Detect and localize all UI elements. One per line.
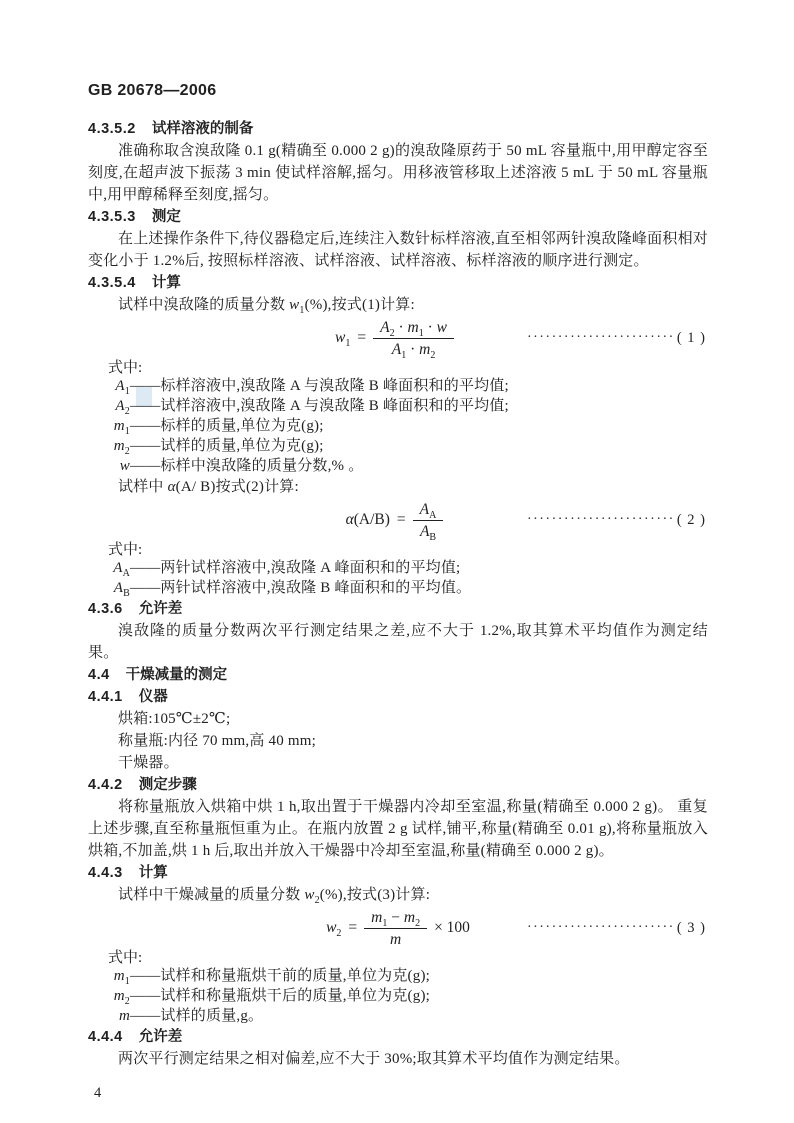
variable-symbol: $m_2$ — [113, 988, 130, 1007]
where-label-2: 式中: — [108, 542, 143, 558]
clause-heading-4-4 — [88, 664, 708, 686]
where-label-1: 式中: — [108, 360, 143, 376]
leader-dots: ························ — [526, 512, 675, 527]
fraction — [364, 909, 427, 948]
variable-definition — [88, 416, 708, 436]
standard-number: GB 20678—2006 — [88, 82, 217, 99]
clause-title: 允许差 — [138, 1029, 183, 1045]
calculation-intro-3: 试样中干燥减量的质量分数 $w_2(\%)$,按式(3)计算: — [118, 887, 431, 906]
fraction-numerator: $A_A$ — [413, 501, 444, 521]
clause-number: 4.4.4 — [88, 1029, 123, 1045]
equation-number: ( 2 ) — [676, 512, 706, 528]
paragraph-tolerance-2: 两次平行测定结果之相对偏差,应不大于 30%;取其算术平均值作为测定结果。 — [118, 1051, 630, 1067]
variable-description: ——试样和称量瓶烘干前的质量,单位为克(g); — [130, 968, 431, 984]
clause-heading-4-3-5-3 — [88, 206, 708, 228]
equation-lhs: $w_2$ — [326, 919, 342, 940]
equipment-item: 干燥器。 — [118, 755, 179, 771]
variable-definition — [88, 578, 708, 598]
variable-symbol: $m_2$ — [113, 438, 130, 457]
equation-1-body — [335, 318, 461, 361]
variable-symbol: $m_1$ — [113, 418, 130, 437]
variable-definition — [88, 436, 708, 456]
variable-symbol: $A_2$ — [115, 398, 130, 417]
clause-number: 4.3.5.4 — [88, 275, 136, 291]
variable-symbol: m — [118, 1008, 130, 1024]
clause-heading-4-3-5-2 — [88, 118, 708, 140]
clause-title: 计算 — [138, 865, 168, 881]
variable-definition — [88, 456, 708, 476]
calculation-intro-2: 试样中 α(A/ B)按式(2)计算: — [118, 479, 299, 495]
equation-leader — [527, 917, 706, 939]
leader-dots: ························ — [526, 330, 675, 345]
clause-number: 4.4.3 — [88, 865, 123, 881]
equation-2 — [88, 498, 708, 542]
clause-number: 4.4 — [88, 667, 110, 683]
variable-description: ——试样和称量瓶烘干后的质量,单位为克(g); — [130, 988, 431, 1004]
clause-title: 允许差 — [138, 601, 183, 617]
variable-description: ——标样的质量,单位为克(g); — [130, 418, 324, 434]
clause-number: 4.4.2 — [88, 777, 123, 793]
variable-description: ——试样的质量,单位为克(g); — [130, 438, 324, 454]
clause-heading-4-3-5-4 — [88, 272, 708, 294]
clause-number: 4.3.5.3 — [88, 209, 136, 225]
variable-definition — [88, 376, 708, 396]
clause-heading-4-4-3 — [88, 862, 708, 884]
variable-definition — [88, 1006, 708, 1026]
clause-heading-4-4-2 — [88, 774, 708, 796]
equipment-item: 烘箱:105℃±2℃; — [118, 711, 231, 727]
equation-3-body — [326, 909, 470, 948]
clause-heading-4-4-1 — [88, 686, 708, 708]
equation-lhs: $w_1$ — [335, 329, 351, 350]
equation-leader — [527, 509, 706, 531]
equals-sign: = — [348, 919, 358, 936]
clause-number: 4.3.5.2 — [88, 121, 136, 137]
equation-number: ( 3 ) — [676, 920, 706, 936]
fraction — [373, 318, 454, 361]
paragraph-sample-solution: 准确称取含溴敌隆 0.1 g(精确至 0.000 2 g)的溴敌隆原药于 50 mL 容量瓶中,用甲醇定容至刻度,在超声波下振荡 3 min 使试样溶解,摇匀。用移液管移取上述溶液 5 mL 于 50 mL 容量瓶中,用甲醇稀释至刻度,摇匀。 — [88, 143, 708, 203]
variable-symbol: w — [119, 458, 130, 474]
paragraph-tolerance-1: 溴敌隆的质量分数两次平行测定结果之差,应不大于 1.2%,取其算术平均值作为测定结果。 — [88, 623, 708, 661]
variable-description: ——标样溶液中,溴敌隆 A 与溴敌隆 B 峰面积和的平均值; — [130, 378, 509, 394]
equation-1 — [88, 316, 708, 360]
variable-symbol: $A_B$ — [113, 580, 130, 599]
fraction-numerator: $m_1 - m_2$ — [364, 909, 427, 929]
equation-leader — [527, 327, 706, 349]
fraction-denominator: m — [390, 930, 402, 948]
clause-title: 计算 — [151, 275, 181, 291]
variable-description: ——标样中溴敌隆的质量分数,% 。 — [130, 458, 364, 474]
clause-number: 4.3.6 — [88, 601, 123, 617]
equals-sign: = — [396, 511, 406, 528]
clause-title: 试样溶液的制备 — [151, 121, 254, 137]
variable-description: ——试样的质量,g。 — [130, 1008, 264, 1024]
fraction-denominator: $A_B$ — [419, 522, 437, 543]
calculation-intro-1: 试样中溴敌隆的质量分数 $w_1(\%)$,按式(1)计算: — [118, 297, 415, 316]
variable-symbol: $A_A$ — [113, 560, 130, 579]
document-page — [88, 80, 708, 1104]
equation-2-body — [345, 500, 451, 543]
equipment-item: 称量瓶:内径 70 mm,高 40 mm; — [118, 733, 316, 749]
leader-dots: ························ — [526, 920, 675, 935]
paragraph-determination: 在上述操作条件下,待仪器稳定后,连续注入数针标样溶液,直至相邻两针溴敌隆峰面积相对变化小于 1.2%后, 按照标样溶液、试样溶液、试样溶液、标样溶液的顺序进行测定。 — [88, 231, 708, 269]
variable-description: ——试样溶液中,溴敌隆 A 与溴敌隆 B 峰面积和的平均值; — [130, 398, 509, 414]
variable-description: ——两针试样溶液中,溴敌隆 A 峰面积和的平均值; — [130, 560, 461, 576]
variable-symbol: $A_1$ — [115, 378, 130, 397]
clause-number: 4.4.1 — [88, 689, 123, 705]
clause-heading-4-4-4 — [88, 1026, 708, 1048]
variable-description: ——两针试样溶液中,溴敌隆 B 峰面积和的平均值。 — [130, 580, 472, 596]
equals-sign: = — [357, 329, 367, 346]
clause-title: 测定步骤 — [138, 777, 197, 793]
equation-suffix: × 100 — [434, 919, 470, 936]
fraction-denominator: $A_1 \cdot m_2$ — [391, 340, 436, 361]
variable-definition — [88, 558, 708, 578]
equation-3 — [88, 906, 708, 950]
clause-title: 仪器 — [138, 689, 168, 705]
clause-title: 干燥减量的测定 — [125, 667, 228, 683]
equation-number: ( 1 ) — [676, 330, 706, 346]
equation-lhs: α(A/B) — [345, 511, 390, 528]
fraction-numerator: $A_2 \cdot m_1 \cdot w$ — [373, 319, 454, 339]
paragraph-procedure: 将称量瓶放入烘箱中烘 1 h,取出置于干燥器内冷却至室温,称量(精确至 0.000 2 g)。 重复上述步骤,直至称量瓶恒重为止。在瓶内放置 2 g 试样,铺平,称量(精确至 0.01 g),将称量瓶放入烘箱,不加盖,烘 1 h 后,取出并放入干燥器中冷却至室温,称量(精确至 0.000 2 g)。 — [88, 799, 708, 859]
clause-title: 测定 — [151, 209, 181, 225]
variable-definition — [88, 966, 708, 986]
clause-heading-4-3-6 — [88, 598, 708, 620]
fraction — [413, 500, 444, 543]
page-number: 4 — [94, 1085, 102, 1101]
variable-definition — [88, 986, 708, 1006]
where-label-3: 式中: — [108, 950, 143, 966]
variable-symbol: $m_1$ — [113, 968, 130, 987]
variable-definition — [88, 396, 708, 416]
